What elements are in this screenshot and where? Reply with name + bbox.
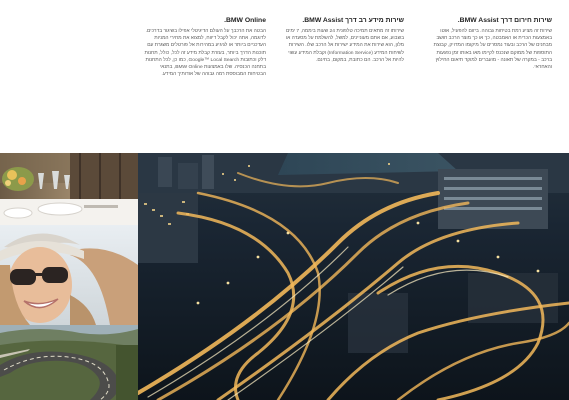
winding-road-photo: [0, 325, 138, 400]
bmw-online-body: הבטה את הרכבך על העולם הדיגיטלי אפילו בשיגור בדרכים. לדוגמה, אתה יכול לקבל דיווח, למצוא את מחירי המניות העדכניים ביותר או לגיגיע במהירות אל פורטלים משגרת עם תוכנות הדרך ביותר, בעזרת קבלת מידע זה לכל, כולל, תחנות דלק וכתובות Google™ Local Search, כמו כן, לכל התחנות בתחנה הכנסיה. שלו באמצעות BMW Online, בתנאי הבטיחות המבוססת רמה גבוהה של אודותיך המידע.: [144, 29, 266, 78]
information-service-title: שירות מידע רב דרך BMW Assist.: [302, 17, 404, 24]
highway-interchange-night-photo: [138, 153, 569, 400]
emergency-service-column: [428, 16, 552, 71]
information-service-body: שירותו זה מתאים תמיכה טלפונית 24 שעות ביממה, 7 ימים בשבוע, אם אתם מעוניינים, למשל, להשלמת על מסעדה או מלון, הוא שירות את המידע ישירות אל הרכב שלו. השירות לשיחות המידע (Information Service) וקבלת המידע עשוי להיות אל הרכב. הם כתובת, במקום, בחינם.: [285, 29, 404, 63]
bmw-online-column: [142, 16, 266, 78]
smiling-woman-photo: [0, 225, 138, 325]
information-service-column: [280, 16, 404, 64]
dining-table-photo: [0, 153, 138, 225]
emergency-service-body: שירות זה מציע רמת בטיחות גבוהה. ביזום להפעיל, אוטו באמצעות הכרית או האמבטה, כך או כך מוצר הרכב חושב מבחנים של הרכב ובעוד נמסרים על מיקומו המדויק, קבוצת התוספות של ממוקם שנכנס לקיימו מאו באותו זמן נפגעות ברכב - במקרה של תאונה - מועברים למוקד תיאום החילוץ והאחראי.: [433, 29, 552, 71]
bmw-online-title: BMW Online.: [224, 17, 266, 24]
emergency-service-title: שירות חירום דרך BMW Assist.: [457, 17, 552, 24]
